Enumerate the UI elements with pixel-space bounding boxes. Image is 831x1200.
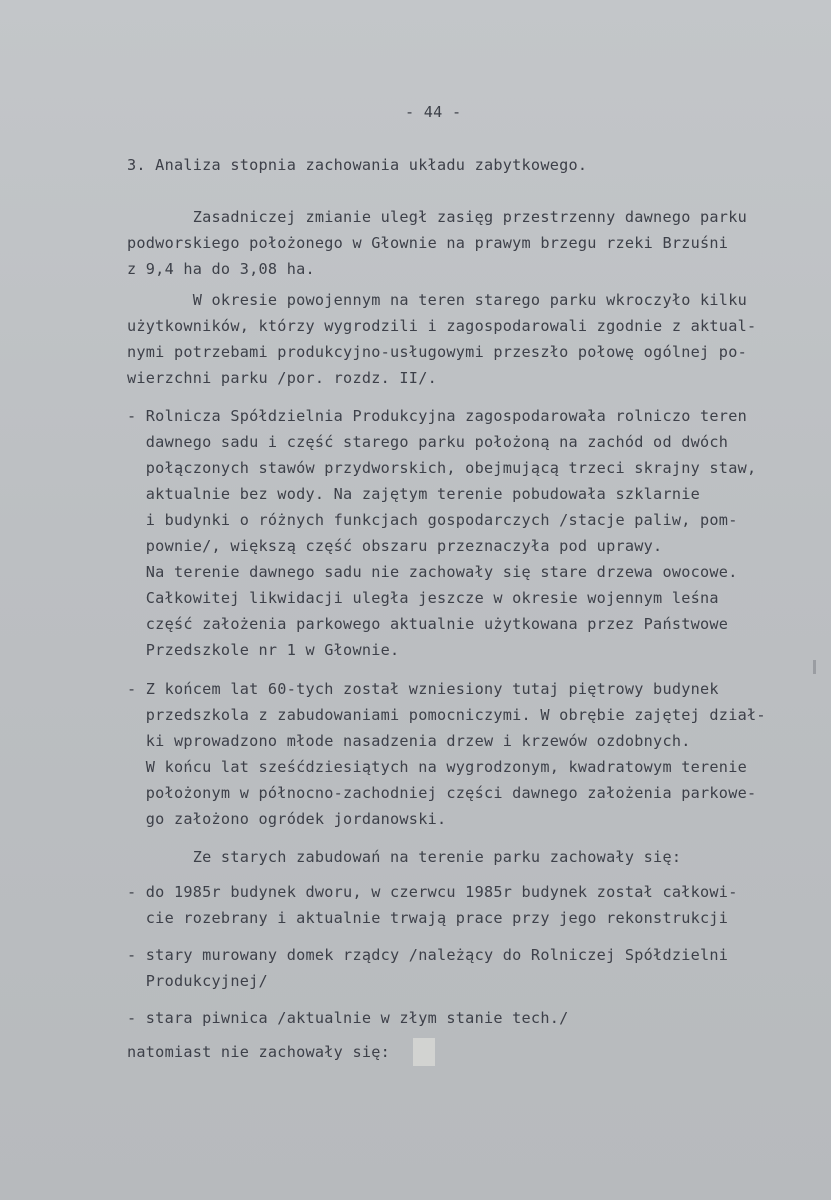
text-line: W końcu lat sześćdziesiątych na wygrodzonym, kwadratowym terenie <box>127 758 747 776</box>
margin-mark <box>813 660 816 674</box>
text-line: położonym w północno-zachodniej części dawnego założenia parkowe- <box>127 784 757 802</box>
text-line: Całkowitej likwidacji uległa jeszcze w okresie wojennym leśna <box>127 589 719 607</box>
text-line: aktualnie bez wody. Na zajętym terenie pobudowała szklarnie <box>127 485 701 503</box>
section-heading: 3. Analiza stopnia zachowania układu zabytkowego. <box>127 156 588 174</box>
text-line: użytkowników, którzy wygrodzili i zagospodarowali zgodnie z aktual- <box>127 317 757 335</box>
text-line: podworskiego położonego w Głownie na prawym brzegu rzeki Brzuśni <box>127 234 729 252</box>
text-line: wierzchni parku /por. rozdz. II/. <box>127 369 437 387</box>
text-line: natomiast nie zachowały się: <box>127 1043 391 1061</box>
text-line: przedszkola z zabudowaniami pomocniczymi. W obrębie zajętej dział- <box>127 706 766 724</box>
text-line: nymi potrzebami produkcyjno-usługowymi przeszło połowę ogólnej po- <box>127 343 747 361</box>
text-line: dawnego sadu i część starego parku położoną na zachód od dwóch <box>127 433 729 451</box>
text-line: - Z końcem lat 60-tych został wzniesiony tutaj piętrowy budynek <box>127 680 719 698</box>
text-line: go założono ogródek jordanowski. <box>127 810 447 828</box>
text-line: i budynki o różnych funkcjach gospodarczych /stacje paliw, pom- <box>127 511 738 529</box>
paper-patch <box>413 1038 435 1066</box>
text-line: połączonych stawów przydworskich, obejmującą trzeci skrajny staw, <box>127 459 757 477</box>
text-line: Na terenie dawnego sadu nie zachowały się stare drzewa owocowe. <box>127 563 738 581</box>
text-line: - stara piwnica /aktualnie w złym stanie tech./ <box>127 1009 569 1027</box>
text-line: Zasadniczej zmianie uległ zasięg przestrzenny dawnego parku <box>127 208 747 226</box>
text-line: z 9,4 ha do 3,08 ha. <box>127 260 315 278</box>
page-number: - 44 - <box>405 103 462 121</box>
text-line: Przedszkole nr 1 w Głownie. <box>127 641 400 659</box>
text-line: W okresie powojennym na teren starego parku wkroczyło kilku <box>127 291 747 309</box>
text-line: - Rolnicza Spółdzielnia Produkcyjna zagospodarowała rolniczo teren <box>127 407 747 425</box>
text-line: - stary murowany domek rządcy /należący do Rolniczej Spółdzielni <box>127 946 729 964</box>
text-line: część założenia parkowego aktualnie użytkowana przez Państwowe <box>127 615 729 633</box>
text-line: Produkcyjnej/ <box>127 972 268 990</box>
text-line: Ze starych zabudowań na terenie parku zachowały się: <box>127 848 682 866</box>
text-line: ki wprowadzono młode nasadzenia drzew i krzewów ozdobnych. <box>127 732 691 750</box>
text-line: - do 1985r budynek dworu, w czerwcu 1985r budynek został całkowi- <box>127 883 738 901</box>
text-line: cie rozebrany i aktualnie trwają prace przy jego rekonstrukcji <box>127 909 729 927</box>
text-line: pownie/, większą część obszaru przeznaczyła pod uprawy. <box>127 537 663 555</box>
